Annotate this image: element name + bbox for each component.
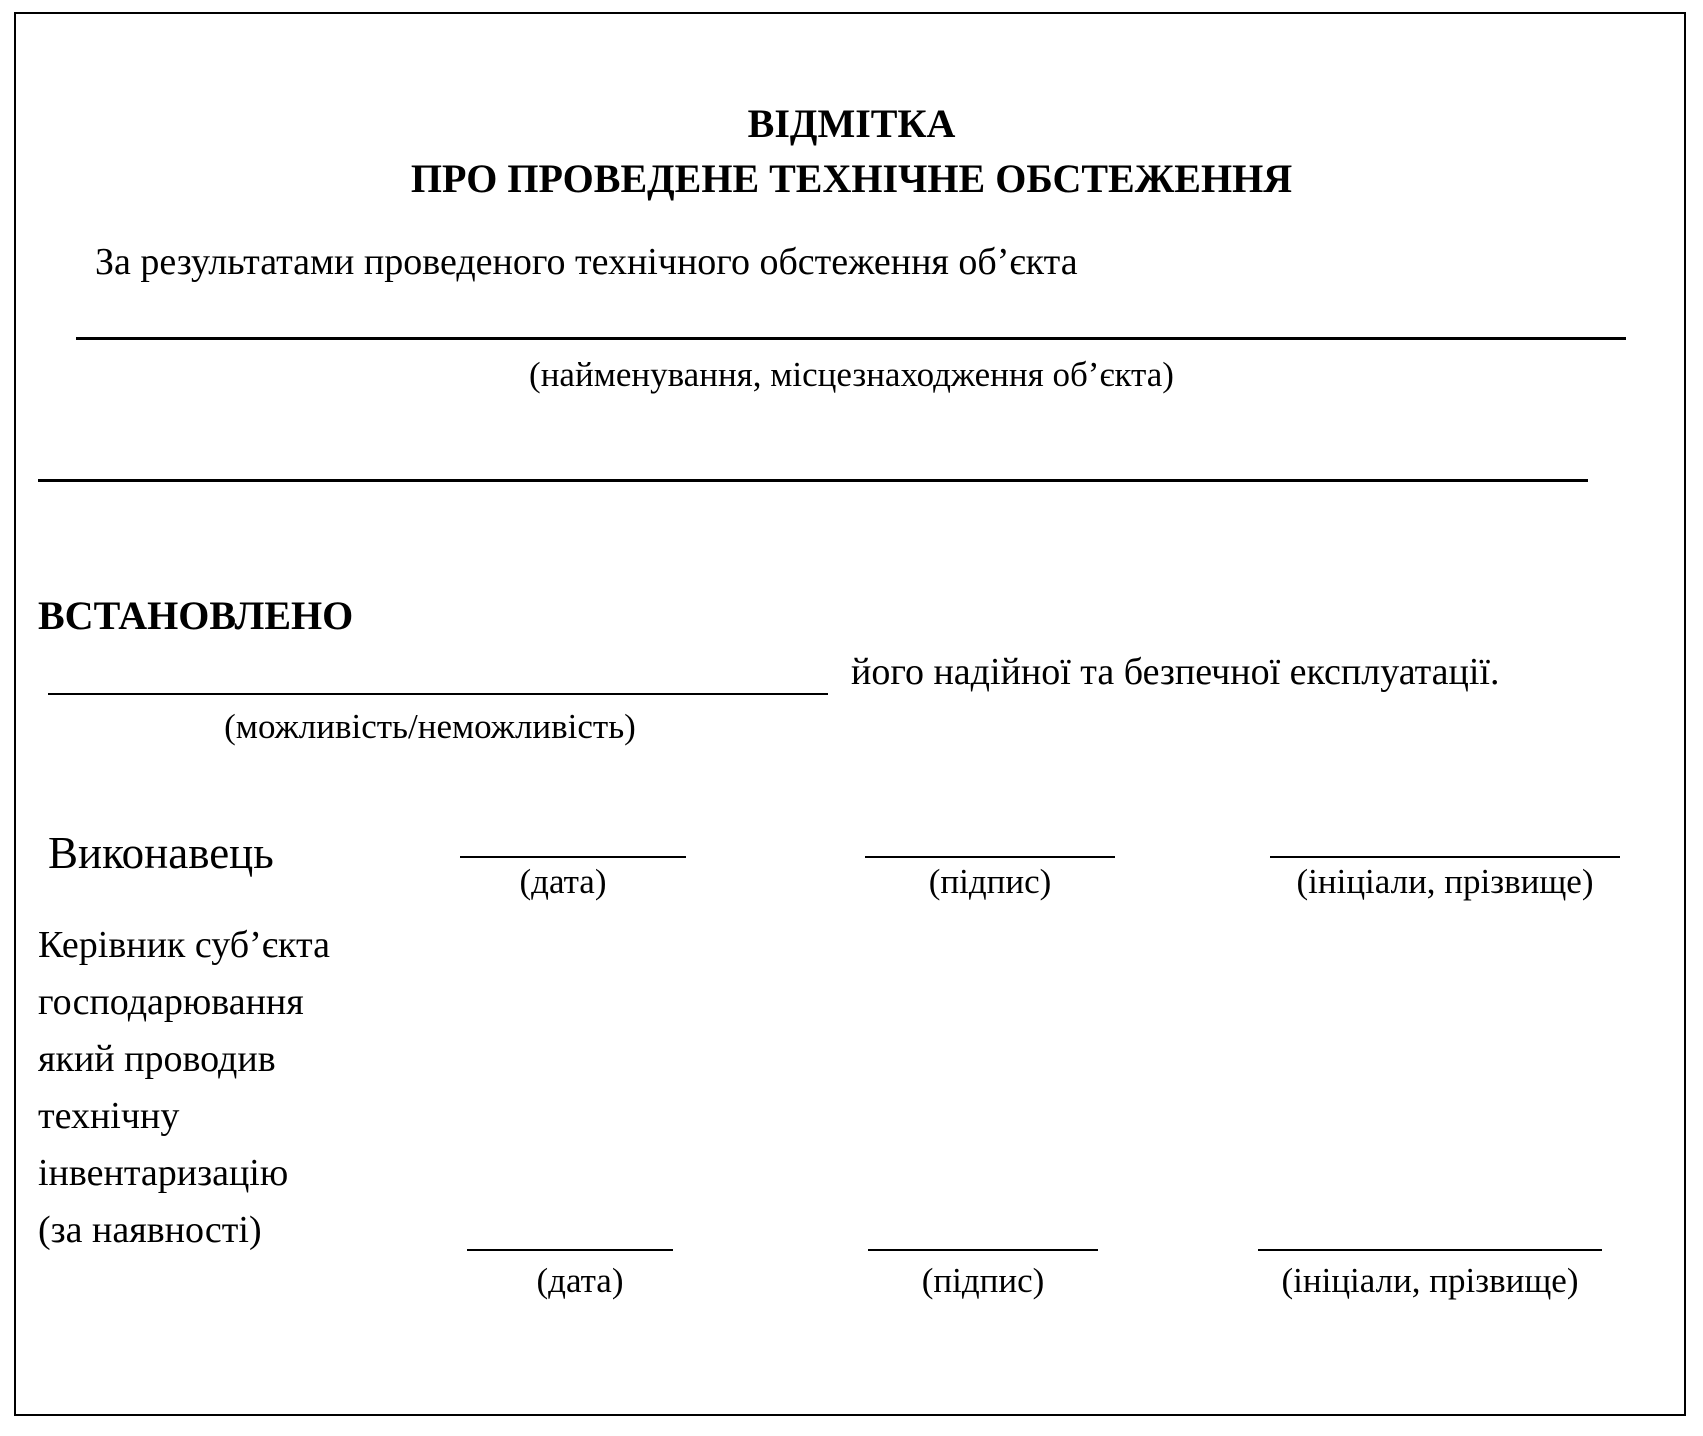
intro-text: За результатами проведеного технічного обстеження об’єкта [95,241,1078,283]
established-heading: ВСТАНОВЛЕНО [38,593,354,638]
possibility-caption: (можливість/неможливість) [224,707,636,746]
head-name-caption: (ініціали, прізвище) [1281,1261,1579,1300]
head-signature-line[interactable] [868,1249,1098,1251]
executor-signature-caption: (підпис) [928,862,1052,901]
head-signature-caption: (підпис) [921,1261,1045,1300]
head-label-line-6: (за наявності) [38,1209,262,1251]
object-extra-line[interactable] [38,479,1588,482]
head-label-line-5: інвентаризацію [38,1152,289,1194]
established-suffix: його надійної та безпечної експлуатації. [851,651,1500,693]
form-subtitle: ПРО ПРОВЕДЕНЕ ТЕХНІЧНЕ ОБСТЕЖЕННЯ [410,156,1293,201]
head-label-line-4: технічну [38,1095,180,1137]
executor-date-line[interactable] [460,856,686,858]
form-title: ВІДМІТКА [747,101,956,146]
executor-label: Виконавець [48,828,274,878]
executor-name-caption: (ініціали, прізвище) [1296,862,1594,901]
head-label-line-3: який проводив [38,1038,276,1080]
head-date-caption: (дата) [536,1261,624,1300]
head-label-line-2: господарювання [38,981,304,1023]
executor-name-line[interactable] [1270,856,1620,858]
head-name-line[interactable] [1258,1249,1602,1251]
executor-signature-line[interactable] [865,856,1115,858]
object-name-line[interactable] [76,337,1626,340]
head-label-line-1: Керівник суб’єкта [38,924,330,966]
head-date-line[interactable] [467,1249,673,1251]
executor-date-caption: (дата) [519,862,607,901]
object-caption: (найменування, місцезнаходження об’єкта) [529,355,1174,394]
possibility-line[interactable] [48,693,828,695]
